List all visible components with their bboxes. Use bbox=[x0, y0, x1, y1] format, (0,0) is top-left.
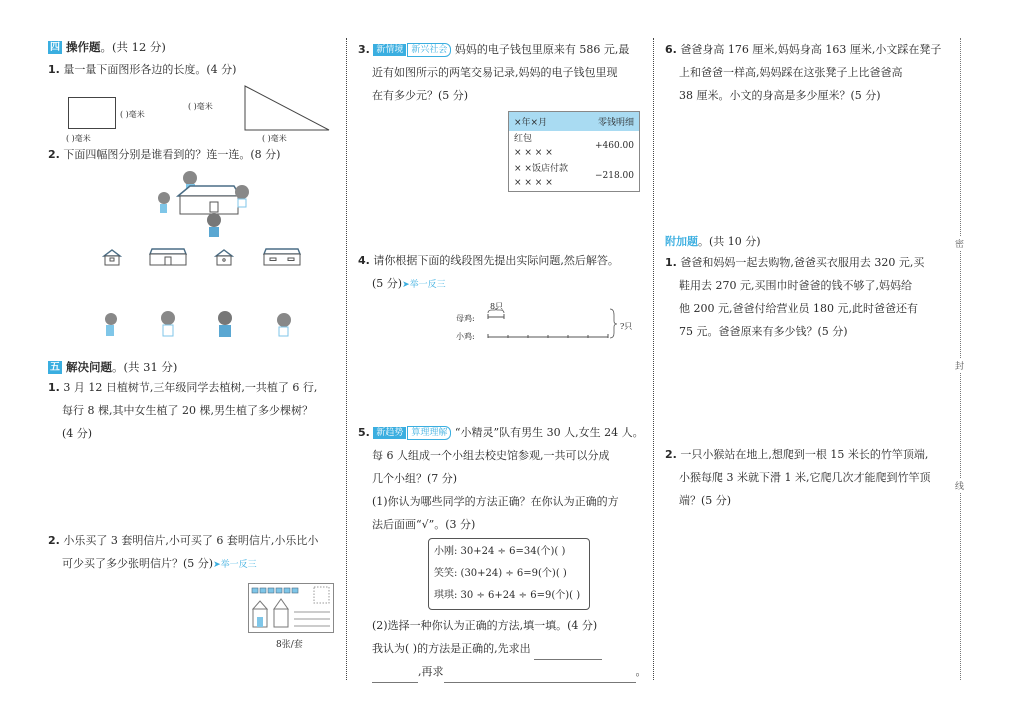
house-matching-figure bbox=[48, 166, 340, 354]
answer-blank-3[interactable] bbox=[444, 682, 636, 683]
postcard-figure bbox=[48, 577, 340, 650]
chick-label: 小鸡: bbox=[456, 332, 475, 341]
ledger-title: 零钱明细 bbox=[597, 118, 634, 128]
question-4-1: 1. 量一量下面图形各边的长度。(4 分) bbox=[48, 63, 237, 76]
practice-link[interactable]: ➤举一反三 bbox=[402, 280, 446, 290]
segment-diagram bbox=[358, 297, 648, 347]
binding-char-seal: 密 bbox=[955, 236, 964, 251]
section-badge: 五 bbox=[50, 361, 60, 373]
total-label: ?只 bbox=[620, 322, 633, 331]
ledger-amount: +460.00 bbox=[594, 141, 634, 151]
question-4: 4. 请你根据下面的线段图先提出实际问题,然后解答。 (5 分)➤举一反三 bbox=[358, 254, 619, 290]
column-right bbox=[665, 38, 950, 512]
child-boy-side-icon[interactable] bbox=[274, 312, 294, 338]
wallet-ledger bbox=[508, 111, 640, 192]
ledger-row: × ×饭店付款 × × × × −218.00 bbox=[514, 164, 634, 188]
postcard-icon bbox=[248, 583, 334, 633]
section-title-problems bbox=[48, 358, 340, 376]
question-4-2: 2. 下面四幅图分别是谁看到的？连一连。(8 分) bbox=[48, 148, 281, 161]
methods-box bbox=[428, 538, 590, 610]
child-girl-icon[interactable] bbox=[100, 312, 120, 338]
section-score: 。(共 31 分) bbox=[112, 360, 178, 374]
question-text: 下面四幅图分别是谁看到的？连一连。(8 分) bbox=[63, 148, 281, 161]
column-divider bbox=[346, 38, 347, 680]
ledger-row: 红包 × × × × +460.00 bbox=[514, 134, 634, 158]
view-small-house-front-icon[interactable] bbox=[102, 248, 122, 266]
method-xiaogang[interactable]: 小刚: 30+24 ÷ 6=34(个)( ) bbox=[434, 546, 566, 557]
section-title-text: 操作题 bbox=[66, 40, 101, 54]
tag-new-trend: 新趋势 bbox=[373, 427, 406, 439]
triangle-figure bbox=[244, 85, 330, 131]
question-5-1: 1. 3 月 12 日植树节,三年级同学去植树,一共植了 6 行, 每行 8 棵,其中女生植了 20 棵,男生植了多少棵树？ (4 分) bbox=[48, 381, 318, 440]
view-small-house-side-icon[interactable] bbox=[214, 248, 234, 266]
method-qiqi[interactable]: 琪琪: 30 ÷ 6+24 ÷ 6=9(个)( ) bbox=[434, 590, 581, 601]
child-boy-pointing-icon[interactable] bbox=[158, 310, 180, 338]
method-xiaoxiao[interactable]: 笑笑: (30+24) ÷ 6=9(个)( ) bbox=[434, 568, 567, 579]
question-5-2: 2. 小乐买了 3 套明信片,小可买了 6 套明信片,小乐比小 可少买了多少张明信片？(5 分)➤举一反三 bbox=[48, 534, 319, 570]
question-6: 6. 爸爸身高 176 厘米,妈妈身高 163 厘米,小文踩在凳子 上和爸爸一样高,妈妈踩在这张凳子上比爸爸高 38 厘米。小文的身高是多少厘米？(5 分) bbox=[665, 43, 942, 102]
ledger-amount: −218.00 bbox=[594, 171, 634, 181]
measure-figures bbox=[48, 81, 340, 143]
answer-blank-2[interactable] bbox=[372, 682, 418, 683]
column-left bbox=[48, 38, 340, 650]
column-middle bbox=[358, 38, 648, 683]
wallet-ledger-figure bbox=[358, 107, 648, 227]
methods-figure bbox=[358, 536, 648, 614]
view-long-house-windows-icon[interactable] bbox=[262, 248, 302, 266]
section-title-text: 解决问题 bbox=[66, 360, 112, 374]
triangle-bottom-label: ( )毫米 bbox=[262, 134, 287, 143]
postcard-caption: 8张/套 bbox=[276, 640, 303, 650]
hen-label: 母鸡: bbox=[456, 314, 475, 323]
binding-char-closed: 封 bbox=[955, 358, 964, 373]
house-scene-icon bbox=[148, 166, 258, 238]
practice-link[interactable]: ➤举一反三 bbox=[213, 560, 257, 570]
question-5: 5. 新趋势 算理理解 “小精灵”队有男生 30 人,女生 24 人。 每 6 人组成一个小组去校史馆参观,一共可以分成 几个小组？(7 分) (1)你认为哪些同学的方法正确？在你认为正确的方 法后面画“√”。(3 分) bbox=[358, 426, 644, 531]
question-text: 量一量下面图形各边的长度。(4 分) bbox=[63, 63, 237, 76]
child-boy-back-icon[interactable] bbox=[214, 310, 236, 338]
rectangle-figure bbox=[68, 97, 116, 129]
segment-lines-icon bbox=[484, 307, 634, 343]
column-divider bbox=[653, 38, 654, 680]
tag-reasoning: 算理理解 bbox=[407, 426, 451, 440]
section-badge: 四 bbox=[50, 41, 60, 53]
binding-char-line: 线 bbox=[955, 478, 964, 493]
section-title-operations bbox=[48, 38, 340, 56]
hen-value-label: 8只 bbox=[490, 302, 504, 311]
section-score: 。(共 12 分) bbox=[100, 40, 166, 54]
rect-bottom-label: ( )毫米 bbox=[66, 134, 91, 143]
section-title-bonus: 附加题。(共 10 分) bbox=[665, 235, 761, 248]
bonus-question-2: 2. 一只小猴站在地上,想爬到一根 15 米长的竹竿顶端, 小猴每爬 3 米就下滑 1 米,它爬几次才能爬到竹竿顶 端？(5 分) bbox=[665, 448, 931, 507]
triangle-side-label: ( )毫米 bbox=[188, 102, 213, 111]
question-3: 3. 新情境 新兴社会 妈妈的电子钱包里原来有 586 元,最 近有如图所示的两笔交易记录,妈妈的电子钱包里现 在有多少元？(5 分) bbox=[358, 43, 630, 102]
bonus-question-1: 1. 爸爸和妈妈一起去购物,爸爸买衣服用去 320 元,买 鞋用去 270 元,买围巾时爸爸的钱不够了,妈妈给 他 200 元,爸爸付给营业员 180 元,此时爸爸还有 75 元。爸爸原来有多少钱？(5 分) bbox=[665, 256, 925, 338]
rect-side-label: ( )毫米 bbox=[120, 110, 145, 119]
tag-new-society: 新兴社会 bbox=[407, 43, 451, 57]
view-long-house-door-icon[interactable] bbox=[148, 248, 188, 266]
question-5-part2: (2)选择一种你认为正确的方法,填一填。(4 分) 我认为( )的方法是正确的,先求出 ,再求 。 bbox=[358, 614, 648, 683]
tag-new-context: 新情境 bbox=[373, 44, 406, 56]
ledger-date: ×年×月 bbox=[514, 118, 548, 128]
